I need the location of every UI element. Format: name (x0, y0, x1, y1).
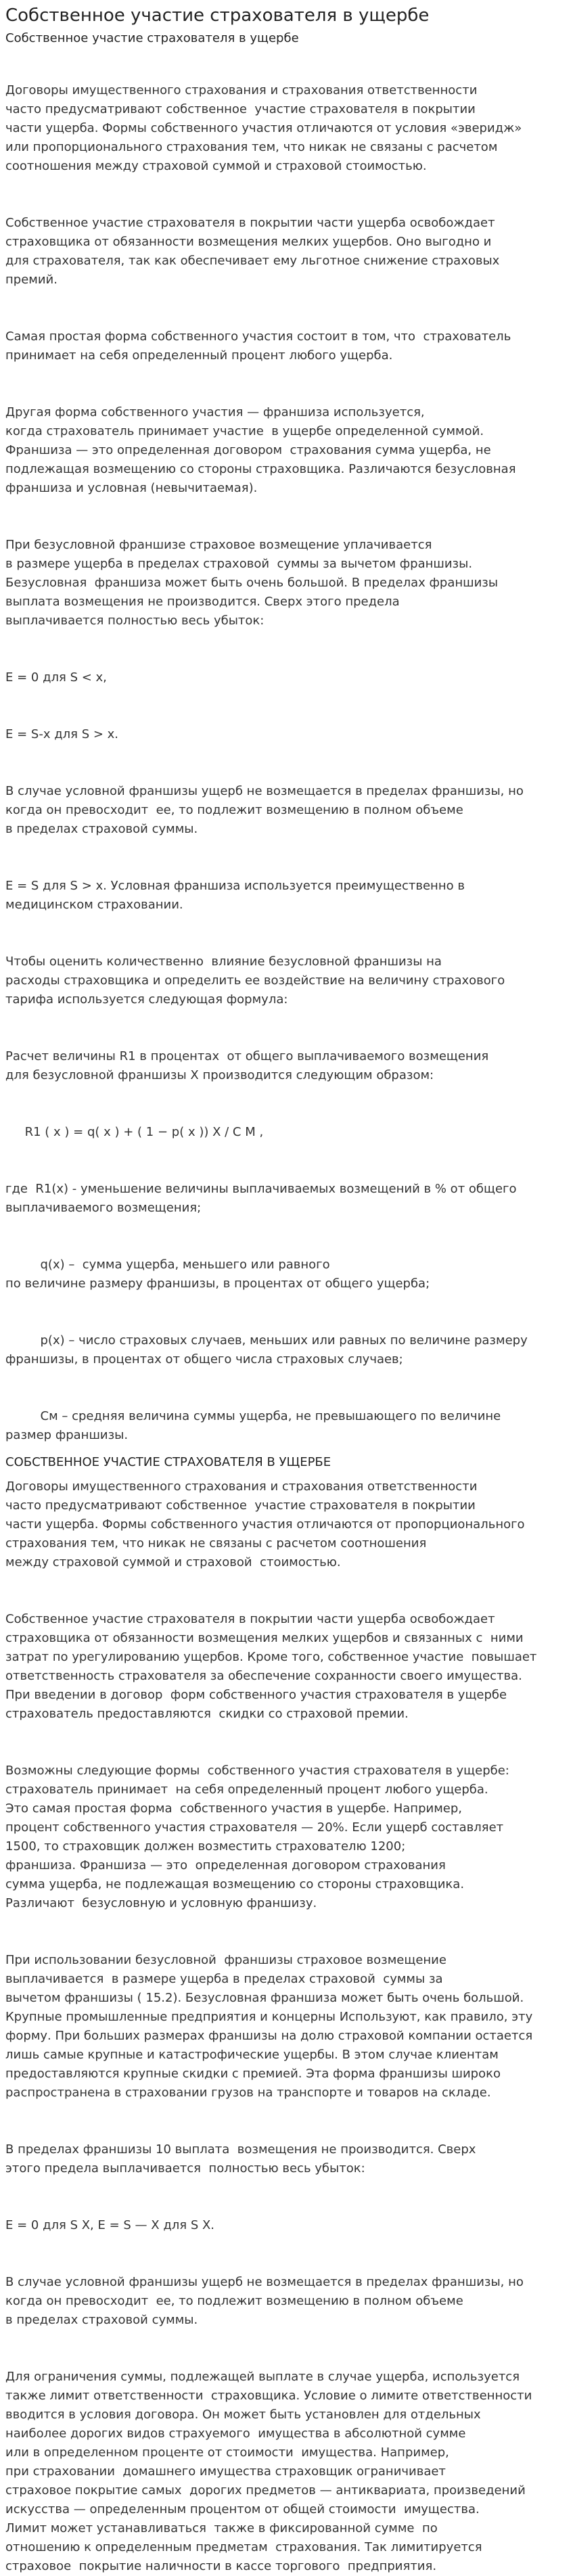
article-text-part-2: Договоры имущественного страхования и страхования ответственности часто предусматривают собственное участие страхователя в покрытии части ущерба. Формы собственного участия отличаются от пропорционального страхования тем, что никак не связаны с расчетом соотношения между страховой суммой и страховой стоимостью. Собственное участие страхователя в покрытии части ущерба освобождает страховщика от обязанности возмещения мелких ущербов и связанных с ними затрат по урегулированию ущербов. Кроме того, собственное участие повышает ответственность страхователя за обеспечение сохранности своего имущества. При введении в договор форм собственного участия страхователя в ущербе страхователь предоставляются скидки со страховой премии. Возможны следующие формы собственного участия страхователя в ущербе: страхователь принимает на себя определенный процент любого ущерба. Это самая простая форма собственного участия в ущербе. Например, процент собственного участия страхователя — 20%. Если ущерб составляет 1500, то страховщик должен возместить страхователю 1200; франшиза. Франшиза — это определенная договором страхования сумма ущерба, не подлежащая возмещению со стороны страховщика. Различают безусловную и условную франшизу. При использовании безусловной франшизы страховое возмещение выплачивается в размере ущерба в пределах страховой суммы за вычетом франшизы ( 15.2). Безусловная франшиза может быть очень большой. Крупные промышленные предприятия и концерны Используют, как правило, эту форму. При больших размерах франшизы на долю страховой компании остается лишь самые крупные и катастрофические ущербы. В этом случае клиентам предоставляются крупные скидки с премией. Эта форма франшизы широко распространена в страховании грузов на транспорте и товаров на складе. В пределах франшизы 10 выплата возмещения не производится. Сверх этого предела выплачивается полностью весь убыток: Е = 0 для S Х, Е = S — Х для S Х. В случае условной франшизы ущерб не возмещается в пределах франшизы, но когда он превосходит ее, то подлежит возмещению в полном объеме в пределах страховой суммы. Для ограничения суммы, подлежащей выплате в случае ущерба, используется также лимит ответственности страховщика. Условие о лимите ответственности вводится в условия договора. Он может быть установлен для отдельных наиболее дорогих видов страхуемого имущества в абсолютной сумме или в определенном проценте от стоимости имущества. Например, при страховании домашнего имущества страховщик ограничивает страховое покрытие самых дорогих предметов — антиквариата, произведений искусства — определенным процентом от общей стоимости имущества. Лимит может устанавливаться также в фиксированной сумме по отношению к определенным предметам страхования. Так лимитируется страховое покрытие наличности в кассе торгового предприятия. (5, 1479, 537, 2573)
page-subtitle: Собственное участие страхователя в ущербе (5, 31, 299, 45)
page-title: Собственное участие страхователя в ущербе (5, 5, 430, 26)
article-text-part-1: Договоры имущественного страхования и страхования ответственности часто предусматривают собственное участие страхователя в покрытии части ущерба. Формы собственного участия отличаются от условия «эверидж» или пропорционального страхования тем, что никак не связаны с расчетом соотношения между страховой суммой и страховой стоимостью. Собственное участие страхователя в покрытии части ущерба освобождает страховщика от обязанности возмещения мелких ущербов. Оно выгодно и для страхователя, так как обеспечивает ему льготное снижение страховых премий. Самая простая форма собственного участия состоит в том, что страхователь принимает на себя определенный процент любого ущерба. Другая форма собственного участия — франшиза используется, когда страхователь принимает участие в ущербе определенной суммой. Франшиза — это определенная договором страхования сумма ущерба, не подлежащая возмещению со стороны страховщика. Различаются безусловная франшиза и условная (невычитаемая). При безусловной франшизе страховое возмещение уплачивается в размере ущерба в пределах страховой суммы за вычетом франшизы. Безусловная франшиза может быть очень большой. В пределах франшизы выплата возмещения не производится. Сверх этого предела выплачивается полностью весь убыток: Е = 0 для S < х, Е = S-х для S > х. В случае условной франшизы ущерб не возмещается в пределах франшизы, но когда он превосходит ее, то подлежит возмещению в полном объеме в пределах страховой суммы. Е = S для S > х. Условная франшиза используется преимущественно в медицинском страховании. Чтобы оценить количественно влияние безусловной франшизы на расходы страховщика и определить ее воздействие на величину страхового тарифа используется следующая формула: Расчет величины R1 в процентах от общего выплачиваемого возмещения для безусловной франшизы X производится следующим образом: R1 ( х ) = q( х ) + ( 1 − р( х )) X / С М , где R1(х) - уменьшение величины выплачиваемых возмещений в % от общего выплачиваемого возмещения; q(х) – сумма ущерба, меньшего или равного по величине размеру франшизы, в процентах от общего ущерба; р(х) – число страховых случаев, меньших или равных по величине размеру франшизы, в процентах от общего числа страховых случаев; См – средняя величина суммы ущерба, не превышающего по величине размер франшизы. (5, 83, 528, 1442)
section-heading: СОБСТВЕННОЕ УЧАСТИЕ СТРАХОВАТЕЛЯ В УЩЕРБЕ (5, 1455, 331, 1469)
